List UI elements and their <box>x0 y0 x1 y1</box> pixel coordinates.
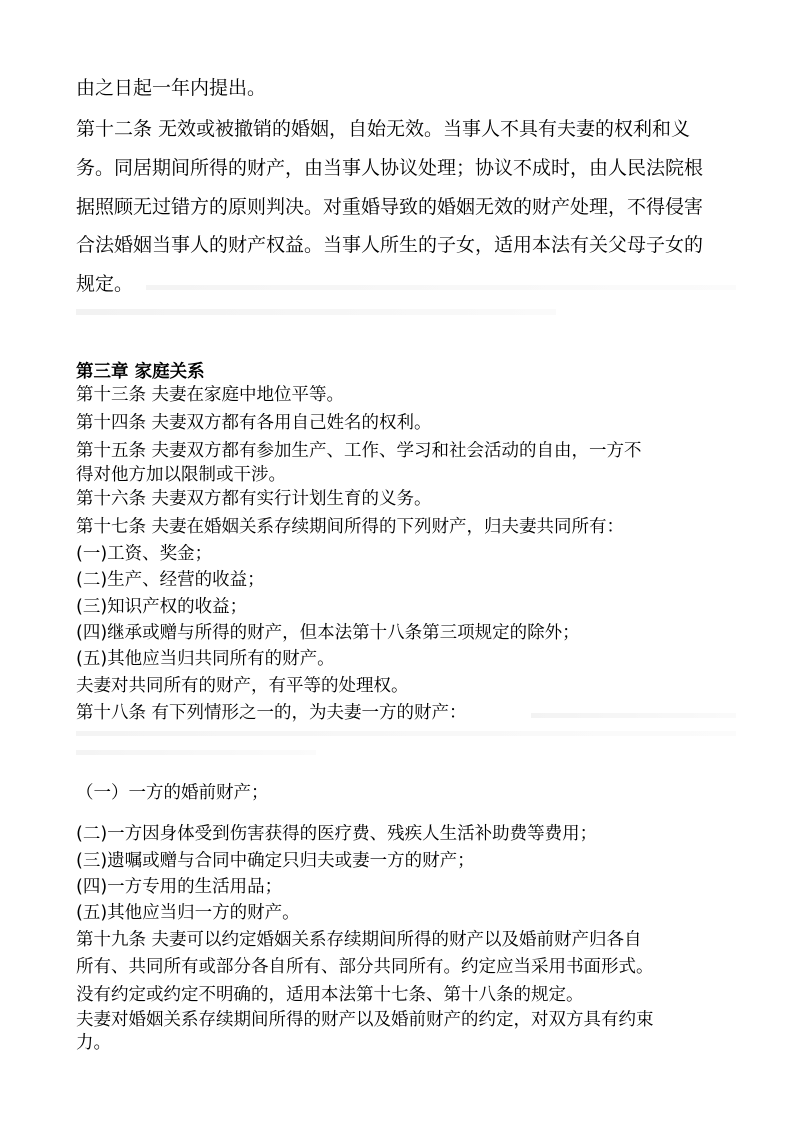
text-line: 第十二条 无效或被撤销的婚姻，自始无效。当事人不具有夫妻的权利和义 <box>76 118 691 140</box>
faint-decoration <box>146 285 736 290</box>
faint-decoration <box>76 750 316 755</box>
text-line: 力。 <box>76 1033 111 1053</box>
text-line: 第十四条 夫妻双方都有各用自己姓名的权利。 <box>76 413 432 433</box>
text-line: 所有、共同所有或部分各自所有、部分共同所有。约定应当采用书面形式。 <box>76 957 654 977</box>
text-line: 第十五条 夫妻双方都有参加生产、工作、学习和社会活动的自由，一方不 <box>76 441 642 461</box>
text-line: 得对他方加以限制或干涉。 <box>76 465 286 485</box>
text-line: 据照顾无过错方的原则判决。对重婚导致的婚姻无效的财产处理，不得侵害 <box>76 196 704 218</box>
text-line: 第十九条 夫妻可以约定婚姻关系存续期间所得的财产以及婚前财产归各自 <box>76 930 642 950</box>
list-item: (三)知识产权的收益； <box>76 597 248 617</box>
text-line: 第十六条 夫妻双方都有实行计划生育的义务。 <box>76 489 432 509</box>
faint-decoration <box>76 731 736 736</box>
list-item: （一）一方的婚前财产； <box>76 783 269 803</box>
text-line: 由之日起一年内提出。 <box>76 77 267 99</box>
text-line: 务。同居期间所得的财产，由当事人协议处理；协议不成时，由人民法院根 <box>76 157 704 179</box>
text-line: 规定。 <box>76 273 134 295</box>
text-line: 合法婚姻当事人的财产权益。当事人所生的子女，适用本法有关父母子女的 <box>76 234 704 256</box>
text-line: 第十七条 夫妻在婚姻关系存续期间所得的下列财产，归夫妻共同所有： <box>76 517 625 537</box>
list-item: (五)其他应当归共同所有的财产。 <box>76 649 335 669</box>
text-line: 第十八条 有下列情形之一的，为夫妻一方的财产： <box>76 703 467 723</box>
list-item: (四)继承或赠与所得的财产，但本法第十八条第三项规定的除外； <box>76 623 580 643</box>
list-item: (三)遗嘱或赠与合同中确定只归夫或妻一方的财产； <box>76 851 475 871</box>
text-line: 没有约定或约定不明确的，适用本法第十七条、第十八条的规定。 <box>76 985 584 1005</box>
text-line: 夫妻对婚姻关系存续期间所得的财产以及婚前财产的约定，对双方具有约束 <box>76 1010 654 1030</box>
faint-decoration <box>531 713 736 718</box>
list-item: (一)工资、奖金； <box>76 544 213 564</box>
list-item: (四)一方专用的生活用品； <box>76 877 283 897</box>
list-item: (二)生产、经营的收益； <box>76 570 265 590</box>
text-line: 夫妻对共同所有的财产，有平等的处理权。 <box>76 676 409 696</box>
list-item: (五)其他应当归一方的财产。 <box>76 903 300 923</box>
chapter-title: 第三章 家庭关系 <box>76 362 205 382</box>
text-line: 第十三条 夫妻在家庭中地位平等。 <box>76 385 345 405</box>
list-item: (二)一方因身体受到伤害获得的医疗费、残疾人生活补助费等费用； <box>76 824 598 844</box>
faint-decoration <box>76 309 556 315</box>
